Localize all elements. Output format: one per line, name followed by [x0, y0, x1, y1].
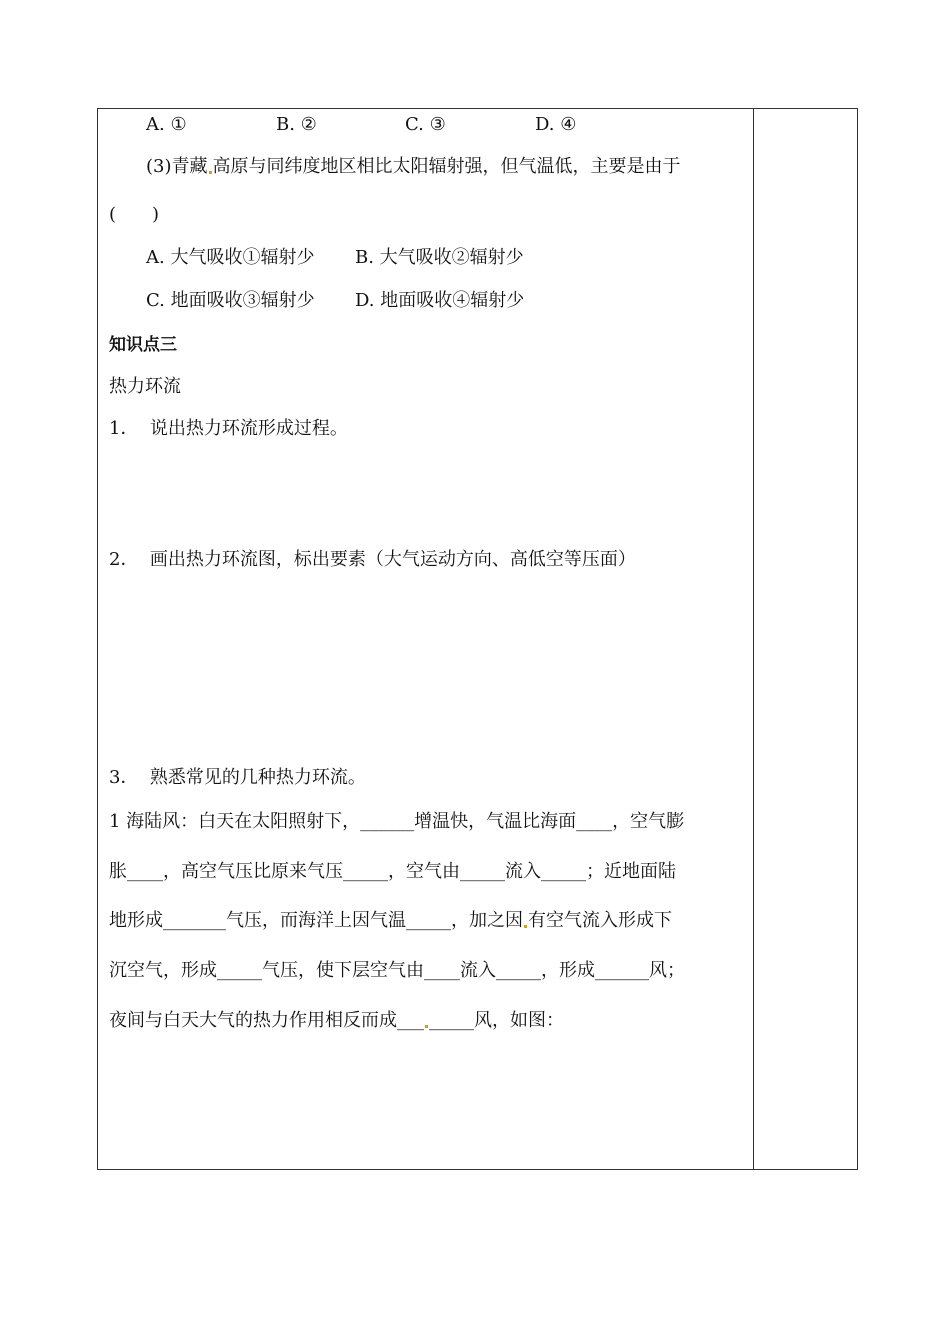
sea-land-line5-post: _____风，如图：: [429, 1010, 564, 1031]
mark-dot: [524, 925, 527, 928]
sea-land-line4: 沉空气，形成_____气压，使下层空气由____流入_____，形成______风；: [109, 960, 685, 981]
q3-option-a: A. 大气吸收①辐射少: [146, 247, 315, 268]
column-divider: [753, 109, 754, 1169]
sea-land-line3: [109, 909, 672, 933]
q2-option-c: C. ③: [405, 114, 446, 135]
q3-stem-line1: [146, 155, 681, 179]
q3-stem-line2: ( ): [109, 204, 160, 225]
q2-option-d: D. ④: [535, 114, 577, 135]
sea-land-line2: 胀____，高空气压比原来气压_____，空气由_____流入_____；近地面陆: [109, 861, 676, 882]
item-1: 1． 说出热力环流形成过程。: [109, 418, 348, 439]
section-subheading: 热力环流: [109, 376, 181, 397]
q2-option-b: B. ②: [276, 114, 317, 135]
mark-dot: [425, 1025, 428, 1028]
section-heading: 知识点三: [109, 335, 177, 355]
q2-option-a: A. ①: [146, 114, 187, 135]
item-3: 3． 熟悉常见的几种热力环流。: [109, 767, 366, 788]
sea-land-line1: 1 海陆风：白天在太阳照射下，______增温快，气温比海面____，空气膨: [109, 811, 685, 832]
q3-stem-pre: (3)青藏: [146, 156, 208, 177]
q3-option-c: C. 地面吸收③辐射少: [146, 290, 315, 311]
mark-dot: [209, 171, 212, 174]
q3-option-d: D. 地面吸收④辐射少: [355, 290, 525, 311]
sea-land-line5: [109, 1009, 564, 1033]
q3-stem-post: 高原与同纬度地区相比太阳辐射强，但气温低，主要是由于: [212, 156, 681, 177]
sea-land-line3-post: 有空气流入形成下: [528, 910, 672, 931]
sea-land-line5-pre: 夜间与白天大气的热力作用相反而成___: [109, 1010, 424, 1031]
item-2: 2． 画出热力环流图，标出要素（大气运动方向、高低空等压面）: [109, 549, 636, 570]
sea-land-line3-pre: 地形成_______气压，而海洋上因气温_____，加之因: [109, 910, 523, 931]
q3-option-b: B. 大气吸收②辐射少: [355, 247, 524, 268]
